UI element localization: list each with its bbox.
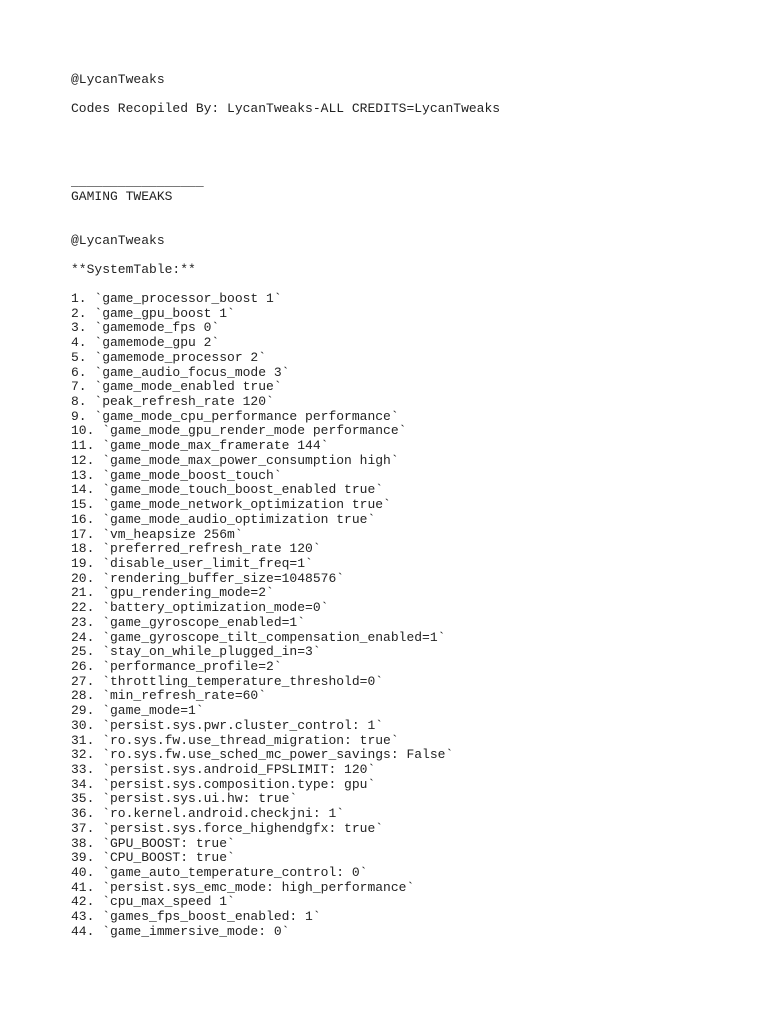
tweak-item: 14. `game_mode_touch_boost_enabled true` <box>71 482 384 498</box>
tweak-item: 20. `rendering_buffer_size=1048576` <box>71 570 345 586</box>
tweak-item: 32. `ro.sys.fw.use_sched_mc_power_savings: False` <box>71 747 454 763</box>
tweak-item: 31. `ro.sys.fw.use_thread_migration: true` <box>71 732 399 748</box>
section-divider: _________________ <box>71 174 204 189</box>
tweak-item: 29. `game_mode=1` <box>71 703 204 719</box>
tweak-item: 38. `GPU_BOOST: true` <box>71 835 235 851</box>
tweak-item: 1. `game_processor_boost 1` <box>71 291 282 306</box>
tweak-item: 19. `disable_user_limit_freq=1` <box>71 555 313 571</box>
tweak-item: 6. `game_audio_focus_mode 3` <box>71 364 290 380</box>
tweak-item: 44. `game_immersive_mode: 0` <box>71 923 290 939</box>
tweak-item: 34. `persist.sys.composition.type: gpu` <box>71 776 376 792</box>
tweak-item: 9. `game_mode_cpu_performance performance` <box>71 408 399 424</box>
tweak-item: 40. `game_auto_temperature_control: 0` <box>71 865 368 881</box>
tweak-item: 21. `gpu_rendering_mode=2` <box>71 585 274 601</box>
tweak-item: 26. `performance_profile=2` <box>71 658 282 674</box>
tweak-item: 10. `game_mode_gpu_render_mode performance` <box>71 423 407 439</box>
tweak-item: 5. `gamemode_processor 2` <box>71 349 267 365</box>
tweak-item: 4. `gamemode_gpu 2` <box>71 335 220 351</box>
tweak-item: 3. `gamemode_fps 0` <box>71 320 220 336</box>
credits-line: Codes Recopiled By: LycanTweaks-ALL CREDITS=LycanTweaks <box>71 101 501 116</box>
section-title: GAMING TWEAKS <box>71 189 173 204</box>
tweak-item: 18. `preferred_refresh_rate 120` <box>71 541 321 557</box>
tweak-item: 25. `stay_on_while_plugged_in=3` <box>71 644 321 660</box>
tweak-item: 39. `CPU_BOOST: true` <box>71 850 235 866</box>
tweak-item: 13. `game_mode_boost_touch` <box>71 467 282 483</box>
tweak-item: 16. `game_mode_audio_optimization true` <box>71 511 376 527</box>
tweak-item: 8. `peak_refresh_rate 120` <box>71 394 274 410</box>
tweak-item: 42. `cpu_max_speed 1` <box>71 894 235 910</box>
tweak-item: 43. `games_fps_boost_enabled: 1` <box>71 909 321 925</box>
tweak-item: 17. `vm_heapsize 256m` <box>71 526 243 542</box>
tweak-item: 35. `persist.sys.ui.hw: true` <box>71 791 298 807</box>
tweak-item: 11. `game_mode_max_framerate 144` <box>71 438 329 454</box>
tweak-item: 22. `battery_optimization_mode=0` <box>71 600 329 616</box>
tweak-item: 2. `game_gpu_boost 1` <box>71 305 235 321</box>
tweak-item: 36. `ro.kernel.android.checkjni: 1` <box>71 806 345 822</box>
system-table-label: **SystemTable:** <box>71 262 196 277</box>
tweak-item: 23. `game_gyroscope_enabled=1` <box>71 614 306 630</box>
tweak-item: 15. `game_mode_network_optimization true` <box>71 497 391 513</box>
tweak-item: 24. `game_gyroscope_tilt_compensation_enabled=1` <box>71 629 446 645</box>
tweak-item: 28. `min_refresh_rate=60` <box>71 688 267 704</box>
tweak-item: 7. `game_mode_enabled true` <box>71 379 282 395</box>
author-handle-secondary: @LycanTweaks <box>71 233 165 248</box>
tweak-item: 30. `persist.sys.pwr.cluster_control: 1` <box>71 717 384 733</box>
tweak-item: 41. `persist.sys_emc_mode: high_performance` <box>71 879 415 895</box>
tweak-item: 12. `game_mode_max_power_consumption high` <box>71 452 399 468</box>
tweak-item: 27. `throttling_temperature_threshold=0` <box>71 673 384 689</box>
tweak-list <box>71 292 453 940</box>
author-handle: @LycanTweaks <box>71 72 165 87</box>
tweak-item: 33. `persist.sys.android_FPSLIMIT: 120` <box>71 762 376 777</box>
tweak-item: 37. `persist.sys.force_highendgfx: true` <box>71 820 384 836</box>
